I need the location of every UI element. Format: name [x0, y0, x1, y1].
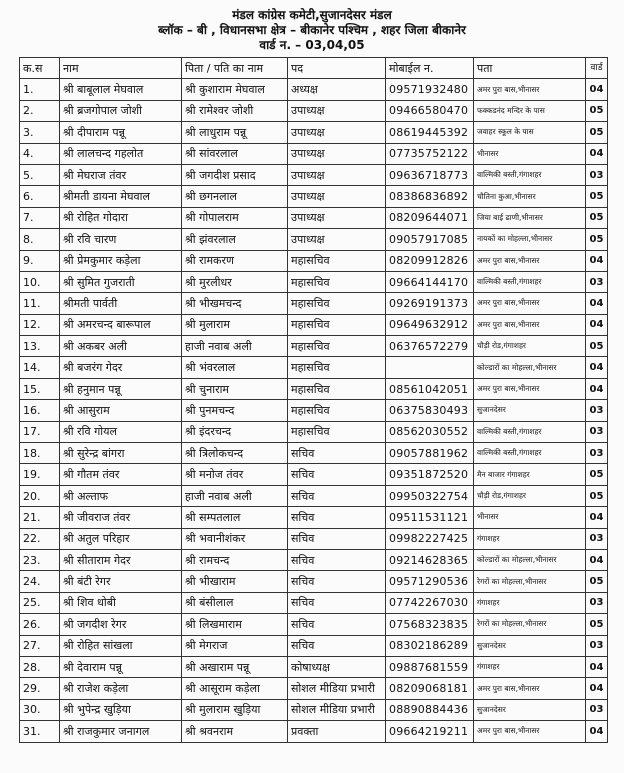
member-name: श्री शिव धोबी — [60, 592, 182, 613]
address: फक्कडनंद मन्दिर के पास — [474, 100, 586, 121]
table-row — [20, 699, 608, 720]
member-name: श्री प्रेमकुमार कड़ेला — [60, 250, 182, 271]
address: भीनासर — [474, 507, 586, 528]
member-name: श्री लालचन्द गहलोत — [60, 143, 182, 164]
father-name: हाजी नवाब अली — [182, 336, 288, 357]
member-name: श्री बजरंग गेदर — [60, 357, 182, 378]
mobile-number: 09636718773 — [386, 164, 474, 185]
ward-number: 03 — [586, 635, 608, 656]
ward-number: 04 — [586, 721, 608, 742]
post: उपाध्यक्ष — [288, 143, 386, 164]
father-name: श्री रामचन्द — [182, 549, 288, 570]
post: महासचिव — [288, 378, 386, 399]
table-row — [20, 229, 608, 250]
mobile-number: 08386836892 — [386, 186, 474, 207]
row-serial: 19. — [20, 464, 60, 485]
member-name: श्री रवि चारण — [60, 229, 182, 250]
member-name: श्री रवि गोयल — [60, 421, 182, 442]
table-row — [20, 400, 608, 421]
father-name: श्री रामकरण — [182, 250, 288, 271]
row-serial: 23. — [20, 549, 60, 570]
table-row — [20, 549, 608, 570]
father-name: श्री कुशाराम मेघवाल — [182, 79, 288, 100]
table-row — [20, 443, 608, 464]
header-block-line: ब्लॉक – बी , विधानसभा क्षेत्र – बीकानेर पश्चिम , शहर जिला बीकानेर — [158, 23, 466, 37]
address: कोल्डारों का मोहल्ला,भीनासर — [474, 357, 586, 378]
table-row — [20, 79, 608, 100]
table-row — [20, 100, 608, 121]
row-serial: 11. — [20, 293, 60, 314]
father-name: श्री मुरलीधर — [182, 271, 288, 292]
address: गंगाशहर — [474, 592, 586, 613]
ward-number: 04 — [586, 656, 608, 677]
ward-number: 03 — [586, 528, 608, 549]
post: सचिव — [288, 528, 386, 549]
ward-number: 04 — [586, 549, 608, 570]
post: सचिव — [288, 464, 386, 485]
member-name: श्री आसुराम — [60, 400, 182, 421]
ward-number: 03 — [586, 443, 608, 464]
address: अमर पुरा बास,भीनासर — [474, 293, 586, 314]
col-header-name: नाम — [60, 58, 182, 79]
mobile-number: 08209068181 — [386, 678, 474, 699]
ward-number: 04 — [586, 293, 608, 314]
member-name: श्री बाबूलाल मेघवाल — [60, 79, 182, 100]
table-row — [20, 250, 608, 271]
father-name: श्री भीखाराम — [182, 571, 288, 592]
mobile-number: 07742267030 — [386, 592, 474, 613]
post: सचिव — [288, 614, 386, 635]
ward-number: 05 — [586, 485, 608, 506]
ward-number: 03 — [586, 271, 608, 292]
row-serial: 15. — [20, 378, 60, 399]
member-name: श्री रोहित गोदारा — [60, 207, 182, 228]
member-name: श्री जीवराज तंवर — [60, 507, 182, 528]
mobile-number: 09057881962 — [386, 443, 474, 464]
mobile-number: 09950322754 — [386, 485, 474, 506]
ward-number: 05 — [586, 336, 608, 357]
table-row — [20, 678, 608, 699]
post: प्रवक्ता — [288, 721, 386, 742]
table-row — [20, 485, 608, 506]
post: अध्यक्ष — [288, 79, 386, 100]
father-name: श्री भंवरलाल — [182, 357, 288, 378]
address: वाल्मिकी बस्ती,गंगाशहर — [474, 271, 586, 292]
mobile-number — [386, 357, 474, 378]
mobile-number: 09571290536 — [386, 571, 474, 592]
table-row — [20, 421, 608, 442]
ward-number: 04 — [586, 507, 608, 528]
row-serial: 10. — [20, 271, 60, 292]
mobile-number: 08890884436 — [386, 699, 474, 720]
post: उपाध्यक्ष — [288, 100, 386, 121]
post: महासचिव — [288, 357, 386, 378]
ward-number: 05 — [586, 207, 608, 228]
post: सचिव — [288, 485, 386, 506]
ward-number: 03 — [586, 421, 608, 442]
post: कोषाध्यक्ष — [288, 656, 386, 677]
mobile-number: 09057917085 — [386, 229, 474, 250]
address: अमर पुरा बास,भीनासर — [474, 678, 586, 699]
address: सुजानदेसर — [474, 699, 586, 720]
header-org-title: मंडल कांग्रेस कमेटी,सुजानदेसर मंडल — [232, 8, 392, 22]
address: रेगरों का मोहल्ला,भीनासर — [474, 614, 586, 635]
row-serial: 12. — [20, 314, 60, 335]
table-row — [20, 507, 608, 528]
row-serial: 18. — [20, 443, 60, 464]
address: सुजानदेसर — [474, 635, 586, 656]
father-name: श्री बंसीलाल — [182, 592, 288, 613]
mobile-number: 07735752122 — [386, 143, 474, 164]
post: सचिव — [288, 549, 386, 570]
member-name: श्री दीपाराम पन्नू — [60, 122, 182, 143]
member-name: श्रीमती पार्वती — [60, 293, 182, 314]
address: भीनासर — [474, 143, 586, 164]
father-name: श्री भीखमचन्द — [182, 293, 288, 314]
post: सचिव — [288, 507, 386, 528]
row-serial: 16. — [20, 400, 60, 421]
row-serial: 28. — [20, 656, 60, 677]
table-row — [20, 164, 608, 185]
post: सचिव — [288, 443, 386, 464]
ward-number: 04 — [586, 378, 608, 399]
row-serial: 17. — [20, 421, 60, 442]
ward-number: 03 — [586, 699, 608, 720]
address: मैन बाजार गंगाशहर — [474, 464, 586, 485]
ward-number: 03 — [586, 164, 608, 185]
post: महासचिव — [288, 336, 386, 357]
mobile-number: 07568323835 — [386, 614, 474, 635]
address: कोल्डारों का मोहल्ला,भीनासर — [474, 549, 586, 570]
member-name: श्री हनुमान पन्नू — [60, 378, 182, 399]
ward-number: 05 — [586, 229, 608, 250]
table-row — [20, 143, 608, 164]
member-name: श्री अल्ताफ — [60, 485, 182, 506]
father-name: श्री झंवरलाल — [182, 229, 288, 250]
table-row — [20, 122, 608, 143]
row-serial: 25. — [20, 592, 60, 613]
table-row — [20, 271, 608, 292]
post: महासचिव — [288, 314, 386, 335]
member-name: श्री जगदीश रेगर — [60, 614, 182, 635]
ward-number: 05 — [586, 571, 608, 592]
table-row — [20, 186, 608, 207]
row-serial: 22. — [20, 528, 60, 549]
col-header-sn: क.स — [20, 58, 60, 79]
mobile-number: 09649632912 — [386, 314, 474, 335]
table-row — [20, 378, 608, 399]
post: महासचिव — [288, 250, 386, 271]
member-name: श्री ब्रजगोपाल जोशी — [60, 100, 182, 121]
address: जवाहर स्कूल के पास — [474, 122, 586, 143]
member-name: श्री देवाराम पन्नू — [60, 656, 182, 677]
member-name: श्रीमती डायना मेघवाल — [60, 186, 182, 207]
father-name: श्री मुलाराम खुड़िया — [182, 699, 288, 720]
post: सोशल मीडिया प्रभारी — [288, 699, 386, 720]
ward-number: 04 — [586, 250, 608, 271]
father-name: श्री सांवरलाल — [182, 143, 288, 164]
mobile-number: 09269191373 — [386, 293, 474, 314]
table-row — [20, 721, 608, 742]
ward-number: 03 — [586, 400, 608, 421]
row-serial: 14. — [20, 357, 60, 378]
col-header-father: पिता / पति का नाम — [182, 58, 288, 79]
mobile-number: 08561042051 — [386, 378, 474, 399]
member-name: श्री अतुल परिहार — [60, 528, 182, 549]
mobile-number: 09664219211 — [386, 721, 474, 742]
address: अमर पुरा बास,भीनासर — [474, 250, 586, 271]
father-name: श्री मेगराज — [182, 635, 288, 656]
row-serial: 1. — [20, 79, 60, 100]
col-header-post: पद — [288, 58, 386, 79]
row-serial: 4. — [20, 143, 60, 164]
member-name: श्री भुपेन्द्र खुड़िया — [60, 699, 182, 720]
row-serial: 27. — [20, 635, 60, 656]
mobile-number: 08619445392 — [386, 122, 474, 143]
member-name: श्री सीताराम गेदर — [60, 549, 182, 570]
address: जिया बाई ढाणी,भीनासर — [474, 207, 586, 228]
father-name: श्री मुलाराम — [182, 314, 288, 335]
father-name: श्री छगनलाल — [182, 186, 288, 207]
mobile-number: 08562030552 — [386, 421, 474, 442]
mobile-number: 09982227425 — [386, 528, 474, 549]
ward-number: 03 — [586, 592, 608, 613]
father-name: श्री श्रवनराम — [182, 721, 288, 742]
table-row — [20, 656, 608, 677]
table-row — [20, 336, 608, 357]
row-serial: 2. — [20, 100, 60, 121]
members-table — [19, 57, 608, 743]
mobile-number: 09664144170 — [386, 271, 474, 292]
address: नायकों का मोहल्ला,भीनासर — [474, 229, 586, 250]
mobile-number: 06376572279 — [386, 336, 474, 357]
mobile-number: 08209912826 — [386, 250, 474, 271]
col-header-ward: वार्ड — [586, 58, 608, 79]
father-name: श्री लिखमाराम — [182, 614, 288, 635]
row-serial: 5. — [20, 164, 60, 185]
father-name: श्री मनोज तंवर — [182, 464, 288, 485]
address: गंगाशहर — [474, 528, 586, 549]
mobile-number: 08209644071 — [386, 207, 474, 228]
table-row — [20, 571, 608, 592]
ward-number: 05 — [586, 464, 608, 485]
ward-number: 04 — [586, 357, 608, 378]
post: महासचिव — [288, 293, 386, 314]
post: उपाध्यक्ष — [288, 229, 386, 250]
table-row — [20, 614, 608, 635]
table-row — [20, 357, 608, 378]
post: महासचिव — [288, 421, 386, 442]
father-name: श्री लाधुराम पन्नू — [182, 122, 288, 143]
post: महासचिव — [288, 271, 386, 292]
ward-number: 05 — [586, 186, 608, 207]
address: अमर पुरा बास,भीनासर — [474, 79, 586, 100]
father-name: श्री आसूराम कड़ेला — [182, 678, 288, 699]
row-serial: 3. — [20, 122, 60, 143]
address: चौड़ी रोड,गंगाशहर — [474, 336, 586, 357]
post: सचिव — [288, 592, 386, 613]
post: सचिव — [288, 635, 386, 656]
address: वाल्मिकी बस्ती,गंगाशहर — [474, 443, 586, 464]
table-row — [20, 207, 608, 228]
father-name: श्री सम्पतलाल — [182, 507, 288, 528]
father-name: श्री गोपालराम — [182, 207, 288, 228]
ward-number: 04 — [586, 79, 608, 100]
row-serial: 29. — [20, 678, 60, 699]
row-serial: 31. — [20, 721, 60, 742]
member-name: श्री गौतम तंवर — [60, 464, 182, 485]
father-name: श्री चुनाराम — [182, 378, 288, 399]
document-header — [0, 0, 624, 53]
mobile-number: 09887681559 — [386, 656, 474, 677]
address: रेगरों का मोहल्ला,भीनासर — [474, 571, 586, 592]
row-serial: 20. — [20, 485, 60, 506]
row-serial: 30. — [20, 699, 60, 720]
table-row — [20, 635, 608, 656]
mobile-number: 08302186289 — [386, 635, 474, 656]
table-row — [20, 293, 608, 314]
ward-number: 05 — [586, 122, 608, 143]
address: सुजानदेसर — [474, 400, 586, 421]
member-name: श्री बंटी रेगर — [60, 571, 182, 592]
row-serial: 26. — [20, 614, 60, 635]
member-name: श्री अमरचन्द बारूपाल — [60, 314, 182, 335]
row-serial: 21. — [20, 507, 60, 528]
mobile-number: 09511531121 — [386, 507, 474, 528]
member-name: श्री मेघराज तंवर — [60, 164, 182, 185]
address: अमर पुरा बास,भीनासर — [474, 314, 586, 335]
father-name: श्री जगदीश प्रसाद — [182, 164, 288, 185]
table-row — [20, 464, 608, 485]
address: चौड़ी रोड,गंगाशहर — [474, 485, 586, 506]
father-name: हाजी नवाब अली — [182, 485, 288, 506]
post: उपाध्यक्ष — [288, 207, 386, 228]
row-serial: 8. — [20, 229, 60, 250]
address: वाल्मिकी बस्ती,गंगाशहर — [474, 421, 586, 442]
ward-number: 04 — [586, 314, 608, 335]
father-name: श्री त्रिलोकचन्द — [182, 443, 288, 464]
member-name: श्री रोहित सांखला — [60, 635, 182, 656]
ward-number: 04 — [586, 143, 608, 164]
post: उपाध्यक्ष — [288, 164, 386, 185]
father-name: श्री रामेश्वर जोशी — [182, 100, 288, 121]
member-name: श्री अकबर अली — [60, 336, 182, 357]
member-name: श्री राजकुमार जनागल — [60, 721, 182, 742]
mobile-number: 09466580470 — [386, 100, 474, 121]
address: अमर पुरा बास,भीनासर — [474, 378, 586, 399]
table-row — [20, 314, 608, 335]
father-name: श्री इंदरचन्द — [182, 421, 288, 442]
col-header-mobile: मोबाईल न. — [386, 58, 474, 79]
post: उपाध्यक्ष — [288, 122, 386, 143]
mobile-number: 06375830493 — [386, 400, 474, 421]
address: चौतिना कुआ,भीनासर — [474, 186, 586, 207]
ward-number: 04 — [586, 678, 608, 699]
row-serial: 6. — [20, 186, 60, 207]
row-serial: 13. — [20, 336, 60, 357]
father-name: श्री अखाराम पन्नू — [182, 656, 288, 677]
father-name: श्री पुनमचन्द — [182, 400, 288, 421]
member-name: श्री सुमित गुजराती — [60, 271, 182, 292]
member-name: श्री सुरेन्द्र बांगरा — [60, 443, 182, 464]
col-header-address: पता — [474, 58, 586, 79]
mobile-number: 09571932480 — [386, 79, 474, 100]
row-serial: 7. — [20, 207, 60, 228]
post: सचिव — [288, 571, 386, 592]
header-ward-line: वार्ड न. – 03,04,05 — [259, 38, 365, 52]
row-serial: 24. — [20, 571, 60, 592]
row-serial: 9. — [20, 250, 60, 271]
address: वाल्मिकी बस्ती,गंगाशहर — [474, 164, 586, 185]
mobile-number: 09214628365 — [386, 549, 474, 570]
table-header-row — [20, 58, 608, 79]
member-name: श्री राजेश कड़ेला — [60, 678, 182, 699]
table-row — [20, 592, 608, 613]
post: सोशल मीडिया प्रभारी — [288, 678, 386, 699]
post: उपाध्यक्ष — [288, 186, 386, 207]
address: अमर पुरा बास,भीनासर — [474, 721, 586, 742]
address: गंगाशहर — [474, 656, 586, 677]
mobile-number: 09351872520 — [386, 464, 474, 485]
ward-number: 05 — [586, 614, 608, 635]
father-name: श्री भवानीशंकर — [182, 528, 288, 549]
post: महासचिव — [288, 400, 386, 421]
ward-number: 05 — [586, 100, 608, 121]
table-row — [20, 528, 608, 549]
